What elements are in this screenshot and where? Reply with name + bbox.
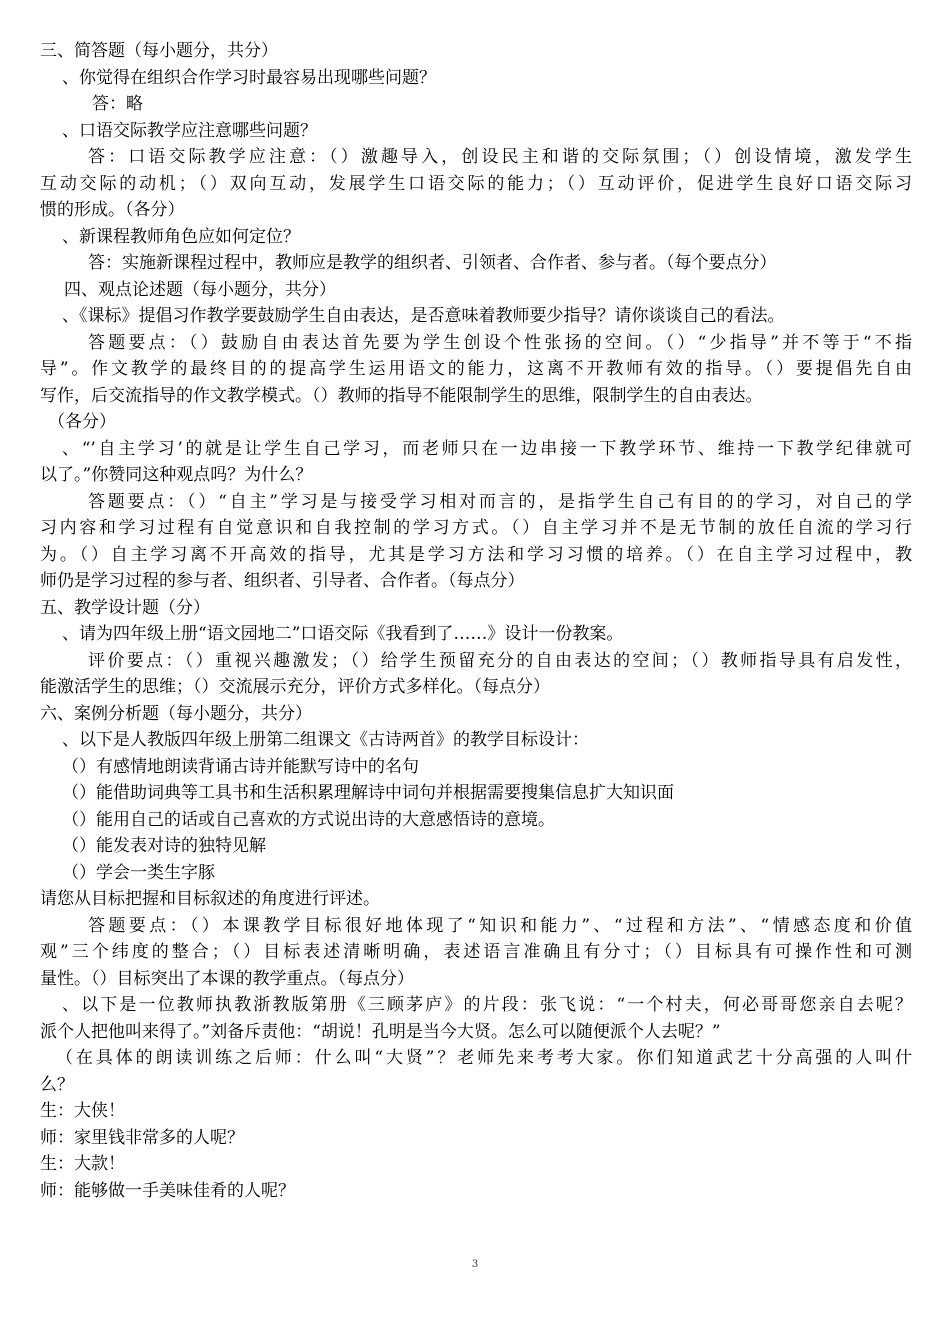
answer-line: （各分） <box>48 412 116 432</box>
objective-item: （）有感情地朗读背诵古诗并能默写诗中的名句 <box>62 756 419 777</box>
question-line: 、请为四年级上册“语文园地二”口语交际《我看到了……》设计一份教案。 <box>62 624 624 644</box>
question-line: 、《课标》提倡习作教学要鼓励学生自由表达，是否意味着教师要少指导？请你谈谈自己的看法。 <box>62 306 785 326</box>
answer-line: 师仍是学习过程的参与者、组织者、引导者、合作者。（每点分） <box>40 571 525 591</box>
answer-line: 答题要点：（）本课教学目标很好地体现了“知识和能力”、“过程和方法”、“情感态度和价值 <box>88 915 912 936</box>
answer-line: 为。（）自主学习离不开高效的指导，尤其是学习方法和学习习惯的培养。（）在自主学习过程中，教 <box>40 544 912 565</box>
answer-line: 能激活学生的思维；（）交流展示充分，评价方式多样化。（每点分） <box>40 677 550 697</box>
section-heading-short-answer: 三、简答题（每小题分，共分） <box>40 41 278 61</box>
question-line: 派个人把他叫来得了。”刘备斥责他：“胡说！孔明是当今大贤。怎么可以随便派个人去呢？” <box>40 1021 721 1042</box>
objective-item: （）学会一类生字豚 <box>62 862 215 883</box>
answer-line: 答：口语交际教学应注意：（）激趣导入，创设民主和谐的交际氛围；（）创设情境，激发学生 <box>88 147 912 167</box>
question-line: 、你觉得在组织合作学习时最容易出现哪些问题？ <box>62 67 436 88</box>
section-heading-case-analysis: 六、案例分析题（每小题分，共分） <box>40 703 312 724</box>
section-heading-argument: 四、观点论述题（每小题分，共分） <box>64 279 336 300</box>
answer-line: 观”三个纬度的整合；（）目标表述清晰明确，表述语言准确且有分寸；（）目标具有可操作性和可测 <box>40 942 912 962</box>
answer-line: 评价要点：（）重视兴趣激发；（）给学生预留充分的自由表达的空间；（）教师指导具有启发性， <box>88 650 912 671</box>
question-line: 以了。”你赞同这种观点吗？为什么？ <box>40 465 313 485</box>
dialogue-line: 生：大侠！ <box>40 1101 125 1121</box>
section-heading-design: 五、教学设计题（分） <box>40 597 210 618</box>
answer-line: 导”。作文教学的最终目的的提高学生运用语文的能力，这离不开教师有效的指导。（）要提倡先自由 <box>40 359 912 379</box>
question-line: 、以下是一位教师执教浙教版第册《三顾茅庐》的片段：张飞说：“一个村夫，何必哥哥您亲自去呢？ <box>62 995 912 1015</box>
question-line: 请您从目标把握和目标叙述的角度进行评述。 <box>40 889 380 909</box>
answer-line: 答：略 <box>92 94 143 114</box>
objective-item: （）能借助词典等工具书和生活积累理解诗中词句并根据需要搜集信息扩大知识面 <box>62 783 674 803</box>
question-line: 、以下是人教版四年级上册第二组课文《古诗两首》的教学目标设计： <box>62 730 589 750</box>
answer-line: 量性。（）目标突出了本课的教学重点。（每点分） <box>40 968 414 989</box>
case-text-line: （在具体的朗读训练之后师：什么叫“大贤”？老师先来考考大家。你们知道武艺十分高强的人叫什 <box>56 1048 912 1068</box>
answer-line: 互动交际的动机；（）双向互动，发展学生口语交际的能力；（）互动评价，促进学生良好口语交际习 <box>40 173 912 194</box>
answer-line: 答题要点：（）“自主”学习是与接受学习相对而言的，是指学生自己有目的的学习，对自己的学 <box>88 491 912 512</box>
answer-line: 答题要点：（）鼓励自由表达首先要为学生创设个性张扬的空间。（）“少指导”并不等于“不指 <box>88 332 912 353</box>
answer-line: 惯的形成。（各分） <box>40 200 185 220</box>
question-line: 、口语交际教学应注意哪些问题？ <box>62 120 317 141</box>
page-number: 3 <box>471 1259 479 1270</box>
document-body <box>40 38 912 1204</box>
dialogue-line: 师：能够做一手美味佳肴的人呢？ <box>40 1180 295 1201</box>
answer-line: 习内容和学习过程有自觉意识和自我控制的学习方式。（）自主学习并不是无节制的放任自流的学习行 <box>40 518 912 538</box>
answer-line: 答：实施新课程过程中，教师应是教学的组织者、引领者、合作者、参与者。（每个要点分） <box>88 253 777 273</box>
question-line: 、“’自主学习’的就是让学生自己学习，而老师只在一边串接一下教学环节、维持一下教学纪律就可 <box>62 438 912 459</box>
answer-line: 写作，后交流指导的作文教学模式。（）教师的指导不能限制学生的思维，限制学生的自由表达。 <box>40 385 763 406</box>
question-line: 、新课程教师角色应如何定位？ <box>62 226 300 247</box>
case-text-line: 么？ <box>40 1074 74 1095</box>
objective-item: （）能发表对诗的独特见解 <box>62 836 266 856</box>
dialogue-line: 师：家里钱非常多的人呢？ <box>40 1127 244 1148</box>
objective-item: （）能用自己的话或自己喜欢的方式说出诗的大意感悟诗的意境。 <box>62 809 555 830</box>
dialogue-line: 生：大款！ <box>40 1154 125 1174</box>
